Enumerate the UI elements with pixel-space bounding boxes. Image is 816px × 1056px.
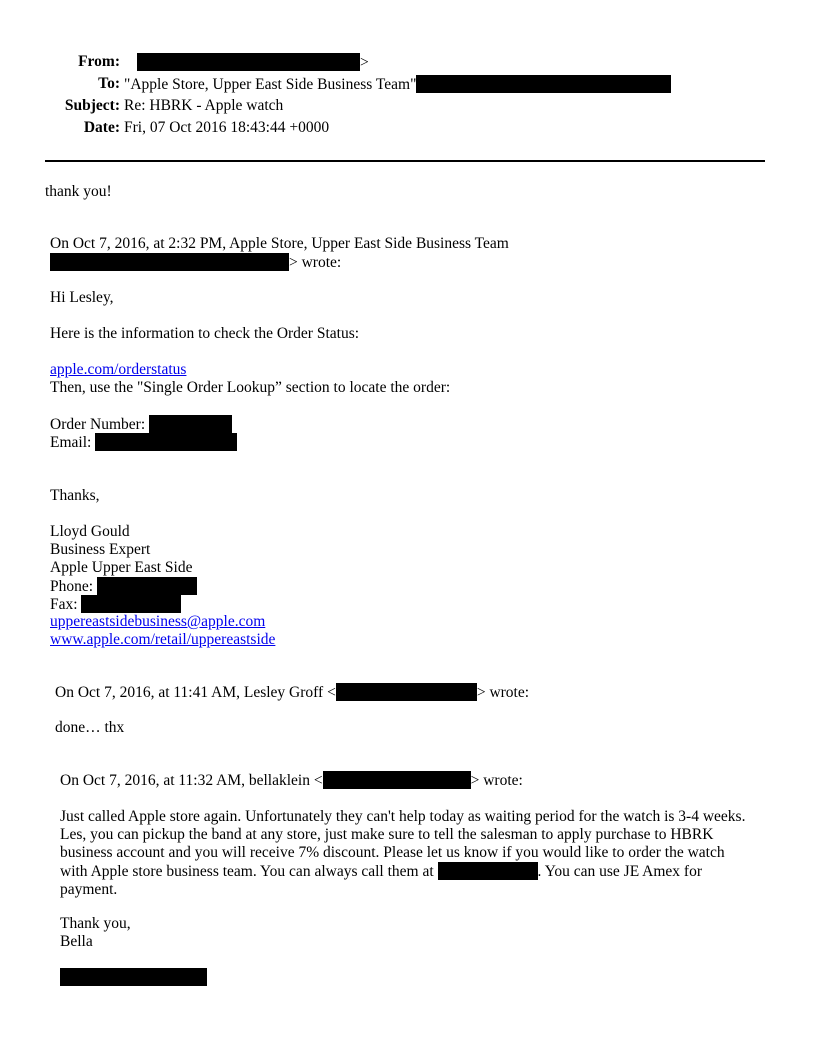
body-text-end: . You can use JE Amex for payment. [60,863,703,898]
signature: Bella [60,933,93,950]
sig-store: Apple Upper East Side [50,559,193,576]
quote2-attribution [55,683,529,701]
header-divider [45,160,765,162]
wrote-text: > wrote: [470,772,523,789]
email-line [50,433,237,451]
attribution-text: On Oct 7, 2016, at 11:32 AM, bellaklein < [60,772,323,789]
redaction [50,253,289,271]
quote1-attribution-email [50,253,341,271]
subject-label: Subject: [64,97,120,114]
redaction [81,595,181,613]
to-value [124,75,671,93]
fax-label: Fax: [50,596,78,613]
redaction [95,433,237,451]
from-label: From: [78,53,120,70]
thanks: Thanks, [50,487,100,504]
order-status-link[interactable]: apple.com/orderstatus [50,361,187,378]
redaction [438,862,538,880]
wrote-text: > wrote: [289,254,342,271]
phone-line [50,577,197,595]
from-suffix: > [360,54,369,71]
sig-url-link[interactable]: www.apple.com/retail/uppereastside [50,631,276,648]
redaction [60,968,207,986]
redaction [149,415,232,433]
to-label: To: [98,75,120,92]
order-label: Order Number: [50,416,146,433]
sig-email-link[interactable]: uppereastsidebusiness@apple.com [50,613,266,630]
instruction: Then, use the "Single Order Lookup” section to locate the order: [50,379,451,396]
redaction [97,577,197,595]
order-number-line [50,415,232,433]
date-value: Fri, 07 Oct 2016 18:43:44 +0000 [124,119,330,136]
to-name: "Apple Store, Upper East Side Business Team" [124,76,417,93]
redaction [323,771,471,789]
from-value [137,53,369,71]
fax-line [50,595,181,613]
attribution-text: On Oct 7, 2016, at 11:41 AM, Lesley Groff < [55,684,336,701]
closing: Thank you, [60,915,131,932]
redaction [137,53,360,71]
greeting: Hi Lesley, [50,289,114,306]
body-text: Just called Apple store again. Unfortunately they can't help today as waiting period for the watch is 3-4 weeks. Les, you can pickup the band at any store, just make sure to tell the salesman to apply purchase to HBRK business account and you will receive 7% discount. Please let us know if you would like to order the watch with Apple store business team. You can always call them at [60,808,746,880]
quote3-body [60,808,750,899]
date-label: Date: [83,119,120,136]
intro: Here is the information to check the Order Status: [50,325,360,342]
email-label: Email: [50,434,92,451]
signature-redaction [60,968,207,986]
phone-label: Phone: [50,578,94,595]
wrote-text: > wrote: [476,684,530,701]
quote1-attribution: On Oct 7, 2016, at 2:32 PM, Apple Store, Upper East Side Business Team [50,235,509,252]
redaction [416,75,671,93]
redaction [336,683,477,701]
sig-title: Business Expert [50,541,151,558]
quote3-attribution [60,771,523,789]
reply-text: thank you! [45,183,112,200]
subject-value: Re: HBRK - Apple watch [124,97,284,114]
sig-name: Lloyd Gould [50,523,130,540]
quote2-body: done… thx [55,719,125,736]
